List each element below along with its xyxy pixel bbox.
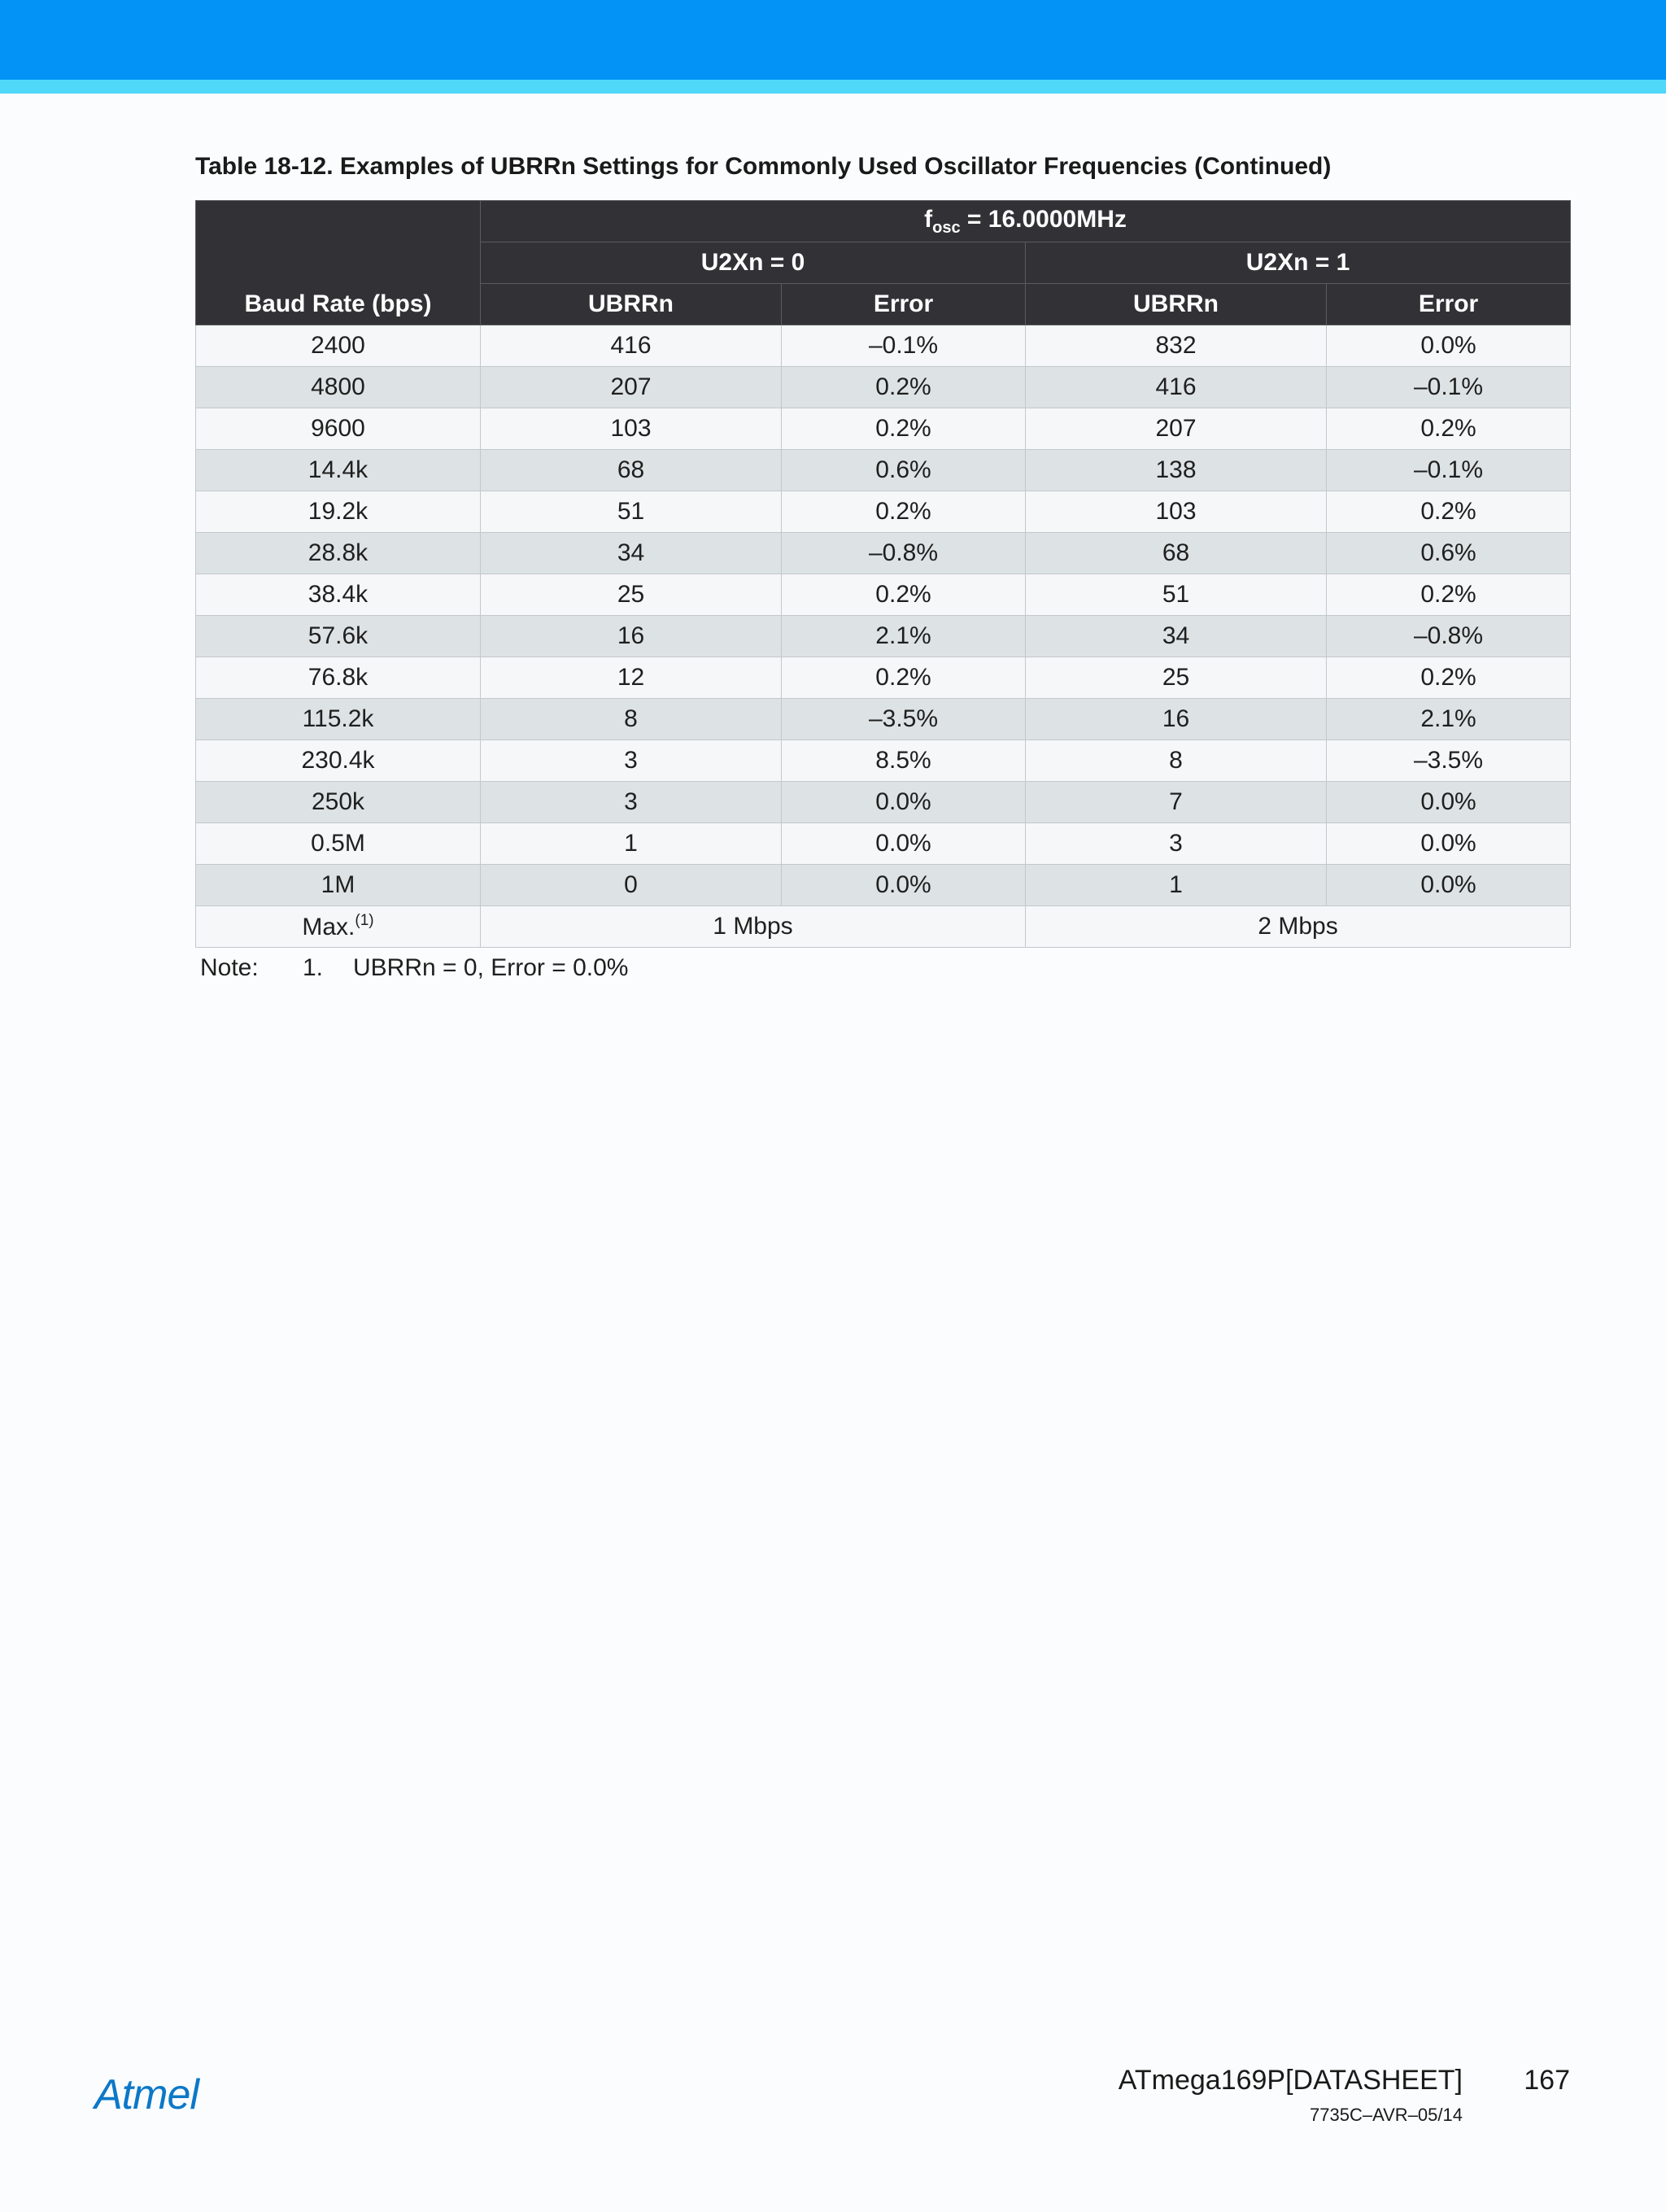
ubrr-u2x0-cell: 51 [481, 491, 782, 533]
error-u2x0-cell: 0.2% [782, 491, 1026, 533]
note-number: 1. [303, 954, 324, 981]
ubrr-u2x0-cell: 416 [481, 325, 782, 367]
ubrr-u2x0-cell: 3 [481, 782, 782, 823]
baud-cell: 4800 [196, 367, 481, 408]
ubrr-u2x1-cell: 832 [1026, 325, 1327, 367]
baud-cell: 0.5M [196, 823, 481, 865]
atmel-logo: Atmel [94, 2071, 198, 2118]
baud-cell: 76.8k [196, 657, 481, 699]
freq-value: = 16.0000MHz [960, 205, 1127, 233]
ubrr-u2x1-cell: 25 [1026, 657, 1327, 699]
ubrr-u2x1-cell: 1 [1026, 865, 1327, 906]
baud-cell: 9600 [196, 408, 481, 450]
error-u2x0-cell: –0.1% [782, 325, 1026, 367]
table-caption: Table 18-12. Examples of UBRRn Settings for Commonly Used Oscillator Frequencies (Continued) [195, 153, 1332, 180]
table-row [196, 574, 1571, 616]
baud-cell: 2400 [196, 325, 481, 367]
header-ubrrn-u2x1: UBRRn [1026, 284, 1327, 325]
error-u2x1-cell: –0.1% [1327, 367, 1571, 408]
baud-cell: 28.8k [196, 533, 481, 574]
error-u2x1-cell: 0.2% [1327, 574, 1571, 616]
table-row [196, 325, 1571, 367]
freq-prefix: f [924, 205, 933, 233]
error-u2x0-cell: 0.0% [782, 782, 1026, 823]
max-label: Max. [302, 914, 355, 940]
baud-cell: 250k [196, 782, 481, 823]
table-row [196, 616, 1571, 657]
error-u2x1-cell: 0.2% [1327, 657, 1571, 699]
ubrr-u2x1-cell: 416 [1026, 367, 1327, 408]
ubrr-u2x1-cell: 34 [1026, 616, 1327, 657]
table-row [196, 450, 1571, 491]
baud-cell: 230.4k [196, 740, 481, 782]
error-u2x0-cell: 8.5% [782, 740, 1026, 782]
header-u2xn-0: U2Xn = 0 [481, 242, 1026, 284]
note-text: UBRRn = 0, Error = 0.0% [353, 954, 629, 981]
header-error-u2x1: Error [1327, 284, 1571, 325]
ubrr-u2x0-cell: 103 [481, 408, 782, 450]
ubrr-u2x1-cell: 103 [1026, 491, 1327, 533]
table-row [196, 740, 1571, 782]
ubrr-u2x1-cell: 16 [1026, 699, 1327, 740]
ubrr-u2x1-cell: 207 [1026, 408, 1327, 450]
baud-cell: 1M [196, 865, 481, 906]
header-u2xn-1: U2Xn = 1 [1026, 242, 1571, 284]
error-u2x1-cell: 0.2% [1327, 408, 1571, 450]
header-error-u2x0: Error [782, 284, 1026, 325]
note-reference: (1) [355, 912, 374, 929]
error-u2x0-cell: 0.0% [782, 865, 1026, 906]
error-u2x1-cell: 0.6% [1327, 533, 1571, 574]
error-u2x1-cell: 0.0% [1327, 782, 1571, 823]
ubrr-u2x1-cell: 68 [1026, 533, 1327, 574]
error-u2x1-cell: –3.5% [1327, 740, 1571, 782]
baud-cell: 115.2k [196, 699, 481, 740]
header-accent-line [0, 80, 1666, 94]
ubrr-u2x0-cell: 3 [481, 740, 782, 782]
ubrr-u2x1-cell: 3 [1026, 823, 1327, 865]
error-u2x1-cell: 2.1% [1327, 699, 1571, 740]
ubrr-u2x0-cell: 16 [481, 616, 782, 657]
header-oscillator-frequency [481, 201, 1571, 242]
ubrr-u2x0-cell: 34 [481, 533, 782, 574]
max-row [196, 906, 1571, 948]
table-row [196, 823, 1571, 865]
error-u2x0-cell: 0.2% [782, 367, 1026, 408]
table-row [196, 865, 1571, 906]
baud-cell: 57.6k [196, 616, 481, 657]
header-baud-rate: Baud Rate (bps) [196, 201, 481, 325]
ubrr-u2x1-cell: 7 [1026, 782, 1327, 823]
baud-cell: 14.4k [196, 450, 481, 491]
ubrr-u2x0-cell: 25 [481, 574, 782, 616]
error-u2x0-cell: 0.2% [782, 657, 1026, 699]
table-row [196, 782, 1571, 823]
error-u2x1-cell: –0.8% [1327, 616, 1571, 657]
ubrr-u2x1-cell: 8 [1026, 740, 1327, 782]
ubrr-u2x1-cell: 138 [1026, 450, 1327, 491]
ubrr-u2x0-cell: 8 [481, 699, 782, 740]
table-row [196, 533, 1571, 574]
ubrr-settings-table [195, 200, 1571, 948]
error-u2x1-cell: –0.1% [1327, 450, 1571, 491]
ubrr-u2x0-cell: 0 [481, 865, 782, 906]
freq-subscript: osc [932, 218, 961, 237]
max-label-cell [196, 906, 481, 948]
error-u2x0-cell: –3.5% [782, 699, 1026, 740]
ubrr-u2x1-cell: 51 [1026, 574, 1327, 616]
table-row [196, 699, 1571, 740]
baud-cell: 38.4k [196, 574, 481, 616]
error-u2x0-cell: 2.1% [782, 616, 1026, 657]
ubrr-u2x0-cell: 68 [481, 450, 782, 491]
error-u2x1-cell: 0.0% [1327, 823, 1571, 865]
error-u2x0-cell: 0.6% [782, 450, 1026, 491]
error-u2x1-cell: 0.2% [1327, 491, 1571, 533]
error-u2x1-cell: 0.0% [1327, 865, 1571, 906]
max-u2x1-cell: 2 Mbps [1026, 906, 1571, 948]
error-u2x0-cell: 0.2% [782, 408, 1026, 450]
footer-doc-code: 7735C–AVR–05/14 [1310, 2105, 1463, 2125]
error-u2x0-cell: 0.0% [782, 823, 1026, 865]
ubrr-u2x0-cell: 1 [481, 823, 782, 865]
note-label: Note: [200, 954, 259, 981]
table-row [196, 367, 1571, 408]
header-ubrrn-u2x0: UBRRn [481, 284, 782, 325]
header-bar [0, 0, 1666, 80]
table-row [196, 657, 1571, 699]
table-row [196, 408, 1571, 450]
error-u2x0-cell: 0.2% [782, 574, 1026, 616]
ubrr-u2x0-cell: 12 [481, 657, 782, 699]
max-u2x0-cell: 1 Mbps [481, 906, 1026, 948]
error-u2x0-cell: –0.8% [782, 533, 1026, 574]
baud-cell: 19.2k [196, 491, 481, 533]
footer-page-number: 167 [1524, 2065, 1570, 2096]
footer-doc-title: ATmega169P[DATASHEET] [1118, 2065, 1463, 2096]
error-u2x1-cell: 0.0% [1327, 325, 1571, 367]
ubrr-u2x0-cell: 207 [481, 367, 782, 408]
table-note [200, 954, 628, 982]
table-row [196, 491, 1571, 533]
